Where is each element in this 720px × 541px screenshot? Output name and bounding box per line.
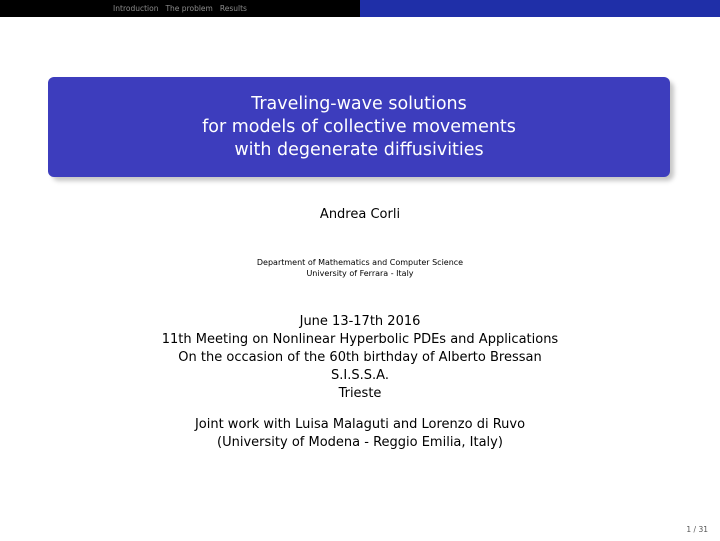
- author: Andrea Corli: [319, 207, 401, 222]
- nav-item-introduction[interactable]: Introduction: [113, 4, 159, 13]
- joint-work-affiliation: (University of Modena - Reggio Emilia, Italy): [217, 435, 503, 450]
- title-line-2: for models of collective movements: [202, 116, 516, 137]
- event-meeting: 11th Meeting on Nonlinear Hyperbolic PDEs and Applications: [161, 332, 559, 347]
- joint-work: [0, 416, 720, 452]
- event-city: Trieste: [338, 386, 382, 401]
- university: University of Ferrara - Italy: [306, 269, 414, 278]
- navigation-bar: [0, 0, 720, 17]
- title-line-1: Traveling-wave solutions: [251, 93, 467, 114]
- event-venue: S.I.S.S.A.: [331, 368, 389, 383]
- title-box: [48, 77, 670, 177]
- joint-work-authors: Joint work with Luisa Malaguti and Lorenzo di Ruvo: [194, 417, 526, 432]
- page-number: 1 / 31: [686, 525, 708, 534]
- navigation-bar-right-panel: [360, 0, 720, 17]
- event-occasion: On the occasion of the 60th birthday of Alberto Bressan: [178, 350, 542, 365]
- event-date: June 13-17th 2016: [299, 314, 421, 329]
- nav-item-the-problem[interactable]: The problem: [165, 4, 213, 13]
- department: Department of Mathematics and Computer Science: [256, 258, 464, 267]
- title-line-3: with degenerate diffusivities: [234, 139, 484, 160]
- event-info: [0, 313, 720, 403]
- nav-item-results[interactable]: Results: [219, 4, 247, 13]
- institution: [0, 257, 720, 279]
- section-navigation: [0, 0, 360, 17]
